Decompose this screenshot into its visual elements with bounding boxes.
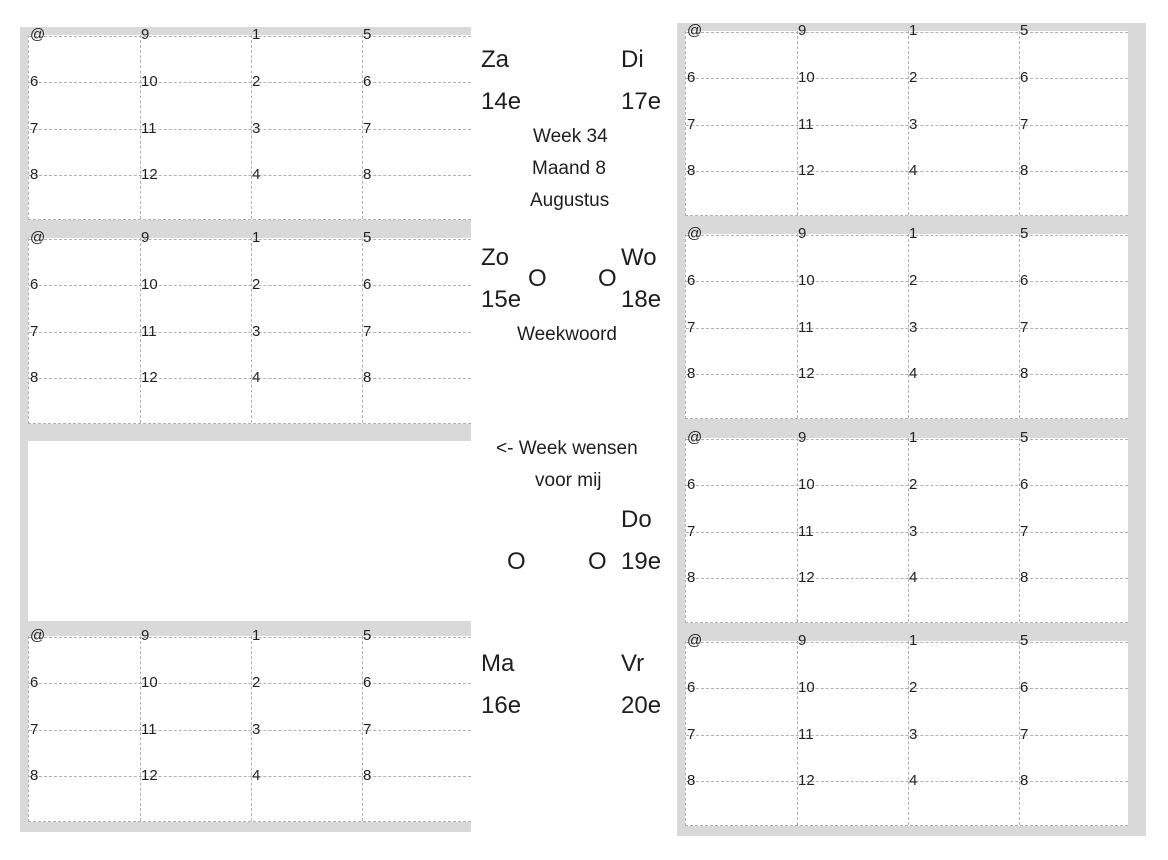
grid-cell-number: 3: [909, 319, 918, 336]
day-za-date: 14e: [481, 88, 522, 115]
circle-mark-1: O: [528, 265, 547, 292]
day-vr-date: 20e: [621, 692, 662, 719]
grid-cell-number: 8: [30, 767, 39, 784]
grid-cell-number: 7: [687, 116, 696, 133]
grid-cell-number: 1: [252, 26, 261, 43]
grid-cell-number: @: [687, 632, 703, 649]
grid-cell-number: 9: [141, 229, 150, 246]
day-vr-name: Vr: [621, 650, 645, 677]
grid-cell-number: 11: [798, 523, 814, 540]
grid-cell-number: 9: [798, 225, 807, 242]
grid-cell-number: 4: [909, 162, 918, 179]
grid-row-line: [686, 32, 1128, 33]
grid-row-line: [686, 125, 1128, 126]
grid-cell-number: 10: [798, 69, 815, 86]
grid-cell-number: 1: [909, 225, 918, 242]
grid-cell-number: 10: [798, 476, 815, 493]
grid-wednesday: [685, 225, 1128, 419]
grid-cell-number: 12: [798, 772, 815, 789]
grid-cell-number: 8: [687, 162, 696, 179]
grid-row-line: [29, 129, 471, 130]
week-number: Week 34: [533, 126, 608, 147]
grid-row-line: [29, 175, 471, 176]
grid-cell-number: 6: [687, 476, 696, 493]
grid-cell-number: 3: [252, 323, 261, 340]
grid-row-line: [686, 78, 1128, 79]
grid-cell-number: 7: [687, 726, 696, 743]
grid-row-line: [686, 781, 1128, 782]
grid-cell-number: 7: [363, 120, 372, 137]
day-ma-date: 16e: [481, 692, 522, 719]
grid-cell-number: 8: [363, 767, 372, 784]
grid-cell-number: 9: [798, 22, 807, 39]
grid-cell-number: 7: [1020, 726, 1029, 743]
grid-cell-number: 3: [909, 116, 918, 133]
grid-row-line: [29, 637, 471, 638]
grid-cell-number: 3: [252, 721, 261, 738]
grid-cell-number: 11: [141, 323, 157, 340]
grid-cell-number: 11: [798, 726, 814, 743]
grid-row-line: [29, 730, 471, 731]
grid-cell-number: 6: [687, 679, 696, 696]
grid-row-line: [686, 328, 1128, 329]
grid-cell-number: 6: [1020, 272, 1029, 289]
grid-cell-number: 5: [1020, 22, 1029, 39]
grid-cell-number: 2: [252, 674, 261, 691]
grid-row-line: [29, 683, 471, 684]
day-zo-name: Zo: [481, 244, 510, 271]
grid-row-line: [686, 642, 1128, 643]
grid-cell-number: 6: [1020, 476, 1029, 493]
grid-cell-number: 1: [909, 632, 918, 649]
grid-cell-number: 8: [30, 369, 39, 386]
grid-sunday: [28, 229, 471, 424]
grid-row-line: [29, 82, 471, 83]
grid-cell-number: 9: [141, 26, 150, 43]
grid-cell-number: 7: [1020, 116, 1029, 133]
grid-row-line: [29, 332, 471, 333]
grid-cell-number: 8: [363, 166, 372, 183]
grid-cell-number: 6: [30, 73, 39, 90]
grid-cell-number: 7: [363, 721, 372, 738]
grid-cell-number: 10: [798, 679, 815, 696]
grid-row-line: [29, 239, 471, 240]
grid-row-line: [29, 36, 471, 37]
grid-cell-number: 9: [798, 632, 807, 649]
day-zo-date: 15e: [481, 286, 522, 313]
grid-monday: [28, 627, 471, 822]
grid-cell-number: 7: [1020, 523, 1029, 540]
grid-cell-number: 2: [909, 679, 918, 696]
grid-cell-number: 2: [909, 476, 918, 493]
grid-cell-number: 10: [141, 276, 158, 293]
grid-cell-number: 6: [363, 73, 372, 90]
grid-cell-number: @: [687, 429, 703, 446]
grid-cell-number: 4: [252, 166, 261, 183]
grid-cell-number: 11: [798, 319, 814, 336]
grid-cell-number: 6: [363, 276, 372, 293]
month-number: Maand 8: [532, 158, 606, 179]
grid-row-line: [686, 439, 1128, 440]
grid-cell-number: @: [30, 627, 46, 644]
grid-cell-number: 4: [909, 772, 918, 789]
day-ma-name: Ma: [481, 650, 515, 677]
grid-cell-number: 8: [1020, 569, 1029, 586]
grid-row-line: [686, 578, 1128, 579]
grid-row-line: [686, 688, 1128, 689]
day-wo-date: 18e: [621, 286, 662, 313]
grid-cell-number: 12: [141, 767, 158, 784]
grid-cell-number: 3: [909, 726, 918, 743]
circle-mark-4: O: [588, 548, 607, 575]
grid-cell-number: 7: [1020, 319, 1029, 336]
grid-cell-number: 8: [687, 772, 696, 789]
grid-row-line: [29, 776, 471, 777]
day-di-date: 17e: [621, 88, 662, 115]
day-do-date: 19e: [621, 548, 662, 575]
grid-cell-number: 12: [798, 365, 815, 382]
grid-cell-number: 11: [141, 721, 157, 738]
day-di-name: Di: [621, 46, 644, 73]
week-wishes-line2: voor mij: [535, 470, 602, 491]
grid-row-line: [686, 485, 1128, 486]
grid-cell-number: 6: [687, 69, 696, 86]
grid-cell-number: 5: [1020, 632, 1029, 649]
grid-cell-number: 2: [909, 69, 918, 86]
grid-row-line: [686, 532, 1128, 533]
grid-cell-number: 12: [141, 369, 158, 386]
grid-cell-number: 8: [1020, 365, 1029, 382]
month-name: Augustus: [530, 190, 610, 211]
weekword-label: Weekwoord: [517, 324, 617, 345]
grid-cell-number: 1: [252, 627, 261, 644]
grid-row-line: [686, 171, 1128, 172]
grid-cell-number: 1: [909, 22, 918, 39]
grid-cell-number: 5: [363, 627, 372, 644]
grid-cell-number: 9: [141, 627, 150, 644]
grid-cell-number: 4: [252, 767, 261, 784]
grid-cell-number: 6: [1020, 69, 1029, 86]
grid-cell-number: 11: [141, 120, 157, 137]
grid-cell-number: @: [30, 26, 46, 43]
blank-wish-area: [28, 441, 471, 621]
grid-cell-number: 10: [141, 73, 158, 90]
grid-cell-number: 6: [687, 272, 696, 289]
circle-mark-2: O: [598, 265, 617, 292]
grid-cell-number: 12: [798, 569, 815, 586]
grid-thursday: [685, 429, 1128, 623]
grid-cell-number: 7: [687, 523, 696, 540]
grid-cell-number: 7: [30, 721, 39, 738]
grid-cell-number: 11: [798, 116, 814, 133]
grid-cell-number: 10: [798, 272, 815, 289]
grid-cell-number: 8: [1020, 772, 1029, 789]
grid-cell-number: 7: [687, 319, 696, 336]
circle-mark-3: O: [507, 548, 526, 575]
grid-cell-number: 6: [30, 276, 39, 293]
grid-cell-number: 1: [252, 229, 261, 246]
grid-cell-number: 5: [363, 26, 372, 43]
grid-cell-number: 8: [687, 365, 696, 382]
grid-cell-number: 3: [909, 523, 918, 540]
grid-cell-number: 7: [363, 323, 372, 340]
grid-cell-number: 8: [363, 369, 372, 386]
grid-row-line: [29, 285, 471, 286]
grid-row-line: [686, 374, 1128, 375]
grid-cell-number: 12: [798, 162, 815, 179]
grid-cell-number: 9: [798, 429, 807, 446]
grid-friday: [685, 632, 1128, 826]
grid-row-line: [686, 235, 1128, 236]
grid-cell-number: 5: [1020, 429, 1029, 446]
grid-cell-number: 6: [30, 674, 39, 691]
day-do-name: Do: [621, 506, 652, 533]
grid-cell-number: 10: [141, 674, 158, 691]
day-za-name: Za: [481, 46, 510, 73]
grid-cell-number: 2: [252, 276, 261, 293]
grid-cell-number: 4: [909, 569, 918, 586]
grid-cell-number: 8: [30, 166, 39, 183]
grid-row-line: [686, 735, 1128, 736]
grid-cell-number: 8: [687, 569, 696, 586]
grid-cell-number: 8: [1020, 162, 1029, 179]
grid-cell-number: 7: [30, 120, 39, 137]
grid-cell-number: 12: [141, 166, 158, 183]
grid-cell-number: 7: [30, 323, 39, 340]
day-wo-name: Wo: [621, 244, 657, 271]
grid-cell-number: @: [687, 22, 703, 39]
grid-cell-number: 6: [363, 674, 372, 691]
grid-saturday: [28, 26, 471, 220]
grid-cell-number: @: [687, 225, 703, 242]
grid-cell-number: 6: [1020, 679, 1029, 696]
grid-cell-number: 4: [909, 365, 918, 382]
grid-cell-number: 3: [252, 120, 261, 137]
grid-cell-number: 2: [909, 272, 918, 289]
grid-row-line: [29, 378, 471, 379]
grid-cell-number: @: [30, 229, 46, 246]
grid-cell-number: 4: [252, 369, 261, 386]
grid-row-line: [686, 281, 1128, 282]
grid-cell-number: 5: [363, 229, 372, 246]
week-wishes-line1: <- Week wensen: [496, 438, 638, 459]
grid-cell-number: 5: [1020, 225, 1029, 242]
grid-cell-number: 2: [252, 73, 261, 90]
grid-tuesday: [685, 22, 1128, 216]
grid-cell-number: 1: [909, 429, 918, 446]
